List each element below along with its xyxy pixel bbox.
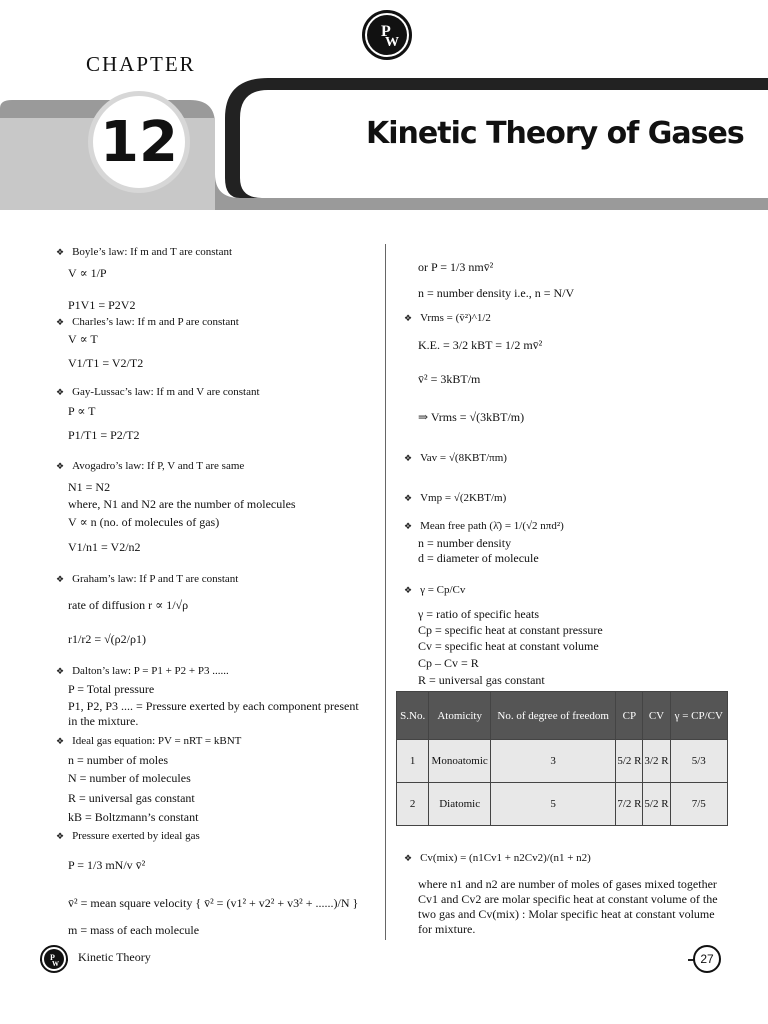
boyle-formula-1: V ∝ 1/P bbox=[68, 266, 107, 280]
cv-mix-formula: ❖ Cv(mix) = (n1Cv1 + n2Cv2)/(n1 + n2) bbox=[404, 852, 591, 864]
pressure-formula-2: v̄² = mean square velocity { v̄² = (v1² + v2² + v3² + ......)/N } bbox=[68, 896, 359, 910]
ke-formula: K.E. = 3/2 kBT = 1/2 mv̄² bbox=[418, 338, 543, 352]
gamma-text-5: R = universal gas constant bbox=[418, 673, 545, 687]
dalton-text-1: P = Total pressure bbox=[68, 682, 155, 696]
boyle-formula-2: P1V1 = P2V2 bbox=[68, 298, 136, 312]
table-cell: 5/2 R bbox=[643, 783, 670, 826]
pressure-formula-1: P = 1/3 mN/v v̄² bbox=[68, 858, 146, 872]
table-header-cp: CP bbox=[616, 692, 643, 740]
table-cell: 5 bbox=[490, 783, 615, 826]
ideal-text-1: n = number of moles bbox=[68, 753, 169, 767]
gay-formula-1: P ∝ T bbox=[68, 404, 96, 418]
graham-formula-1: rate of diffusion r ∝ 1/√ρ bbox=[68, 598, 189, 612]
avogadro-heading: ❖ Avogadro’s law: If P, V and T are same bbox=[56, 460, 244, 472]
gamma-formula: ❖ γ = Cp/Cv bbox=[404, 584, 465, 596]
ideal-text-2: N = number of molecules bbox=[68, 771, 191, 785]
dalton-heading: ❖ Dalton’s law: P = P1 + P2 + P3 ...... bbox=[56, 665, 229, 677]
table-row bbox=[397, 783, 728, 826]
table-cell: 5/3 bbox=[670, 740, 727, 783]
charles-formula-2: V1/T1 = V2/T2 bbox=[68, 356, 144, 370]
column-divider bbox=[385, 244, 386, 940]
number-density-text: n = number density i.e., n = N/V bbox=[418, 286, 575, 300]
table-header-sno: S.No. bbox=[397, 692, 429, 740]
svg-text:P: P bbox=[381, 23, 391, 40]
mean-free-path-heading: ❖ Mean free path (λ̄) = 1/(√2 nπd²) bbox=[404, 520, 564, 532]
gay-lussac-heading: ❖ Gay-Lussac’s law: If m and V are constant bbox=[56, 386, 260, 398]
table-cell: 7/2 R bbox=[616, 783, 643, 826]
gamma-text-1: γ = ratio of specific heats bbox=[418, 607, 540, 621]
gamma-text-4: Cp – Cv = R bbox=[418, 656, 479, 670]
cmix-text-4: for mixture. bbox=[418, 922, 476, 936]
table-cell: 5/2 R bbox=[616, 740, 643, 783]
svg-text:W: W bbox=[52, 960, 59, 968]
vrms-formula-1: ❖ Vrms = (v̄²)^1/2 bbox=[404, 312, 491, 324]
graham-formula-2: r1/r2 = √(ρ2/ρ1) bbox=[68, 632, 146, 646]
table-header-cv: CV bbox=[643, 692, 670, 740]
svg-text:P: P bbox=[50, 953, 55, 962]
page-title: Kinetic Theory of Gases bbox=[366, 116, 744, 151]
page-number: 27 bbox=[693, 945, 721, 973]
charles-formula-1: V ∝ T bbox=[68, 332, 98, 346]
ideal-text-4: kB = Boltzmann’s constant bbox=[68, 810, 199, 824]
table-row bbox=[397, 740, 728, 783]
cmix-text-2: Cv1 and Cv2 are molar specific heat at constant volume of the bbox=[418, 892, 718, 906]
pressure-formula-3: or P = 1/3 nmv̄² bbox=[418, 260, 494, 274]
table-cell: Diatomic bbox=[429, 783, 491, 826]
graham-heading: ❖ Graham’s law: If P and T are constant bbox=[56, 573, 238, 585]
mfp-text-2: d = diameter of molecule bbox=[418, 551, 539, 565]
dalton-text-3: in the mixture. bbox=[68, 714, 139, 728]
dalton-text-2: P1, P2, P3 .... = Pressure exerted by each component present bbox=[68, 699, 359, 713]
avogadro-text-1: where, N1 and N2 are the number of molecules bbox=[68, 497, 296, 511]
table-cell: 3/2 R bbox=[643, 740, 670, 783]
cmix-text-1: where n1 and n2 are number of moles of gases mixed together bbox=[418, 877, 717, 891]
mfp-text-1: n = number density bbox=[418, 536, 512, 550]
pressure-heading: ❖ Pressure exerted by ideal gas bbox=[56, 830, 200, 842]
vav-formula: ❖ Vav = √(8KBT/πm) bbox=[404, 452, 507, 464]
atomicity-table bbox=[396, 691, 728, 826]
table-cell: 7/5 bbox=[670, 783, 727, 826]
table-cell: 2 bbox=[397, 783, 429, 826]
svg-text:W: W bbox=[385, 35, 399, 50]
table-cell: 1 bbox=[397, 740, 429, 783]
avogadro-text-2: V ∝ n (no. of molecules of gas) bbox=[68, 515, 220, 529]
avogadro-formula-2: V1/n1 = V2/n2 bbox=[68, 540, 141, 554]
vsq-formula: v̄² = 3kBT/m bbox=[418, 372, 481, 386]
gay-formula-2: P1/T1 = P2/T2 bbox=[68, 428, 140, 442]
chapter-label: CHAPTER bbox=[86, 52, 196, 76]
charles-law-heading: ❖ Charles’s law: If m and P are constant bbox=[56, 316, 239, 328]
table-cell: Monoatomic bbox=[429, 740, 491, 783]
gamma-text-2: Cp = specific heat at constant pressure bbox=[418, 623, 603, 637]
table-header-gamma: γ = CP/CV bbox=[670, 692, 727, 740]
chapter-number: 12 bbox=[93, 96, 185, 188]
vrms-formula-2: ⇒ Vrms = √(3kBT/m) bbox=[418, 410, 525, 424]
cmix-text-3: two gas and Cv(mix) : Molar specific heat at constant volume bbox=[418, 907, 715, 921]
ideal-text-3: R = universal gas constant bbox=[68, 791, 195, 805]
avogadro-formula-1: N1 = N2 bbox=[68, 480, 111, 494]
table-header-atomicity: Atomicity bbox=[429, 692, 491, 740]
boyle-law-heading: ❖ Boyle’s law: If m and T are constant bbox=[56, 246, 232, 258]
footer-logo-mark bbox=[42, 947, 66, 971]
vmp-formula: ❖ Vmp = √(2KBT/m) bbox=[404, 492, 506, 504]
table-cell: 3 bbox=[490, 740, 615, 783]
footer-logo-icon bbox=[40, 945, 68, 973]
footer-title: Kinetic Theory bbox=[78, 950, 151, 964]
gamma-text-3: Cv = specific heat at constant volume bbox=[418, 639, 599, 653]
pw-logo bbox=[362, 10, 412, 60]
pressure-text-1: m = mass of each molecule bbox=[68, 923, 200, 937]
pw-logo-mark bbox=[365, 13, 409, 57]
ideal-gas-heading: ❖ Ideal gas equation: PV = nRT = kBNT bbox=[56, 735, 241, 747]
table-header-dof: No. of degree of freedom bbox=[490, 692, 615, 740]
